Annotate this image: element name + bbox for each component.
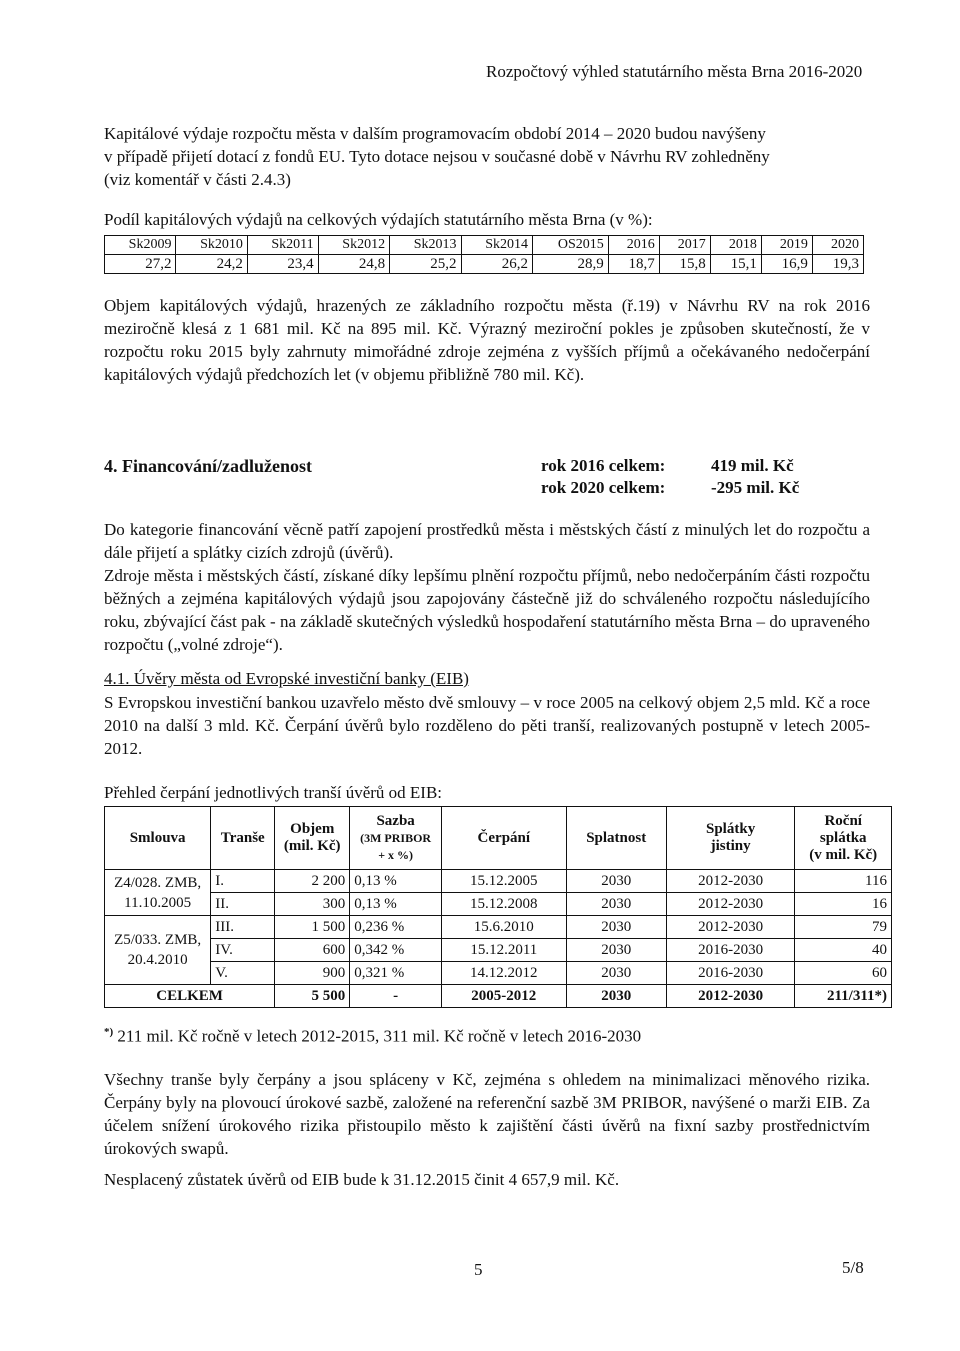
sazba-cell: 0,342 %: [350, 939, 442, 962]
page-of-total: 5/8: [842, 1258, 864, 1277]
eib-footnote: [104, 1026, 641, 1047]
share-value-cell: 26,2: [461, 255, 532, 274]
intro-line: v případě přijetí dotací z fondů EU. Tyto dotace nejsou v současné době v Návrhu RV zohledněny: [104, 147, 770, 166]
table-row: [105, 893, 892, 916]
total-splatky-cell: 2012-2030: [666, 985, 795, 1008]
rocni-cell: 116: [795, 870, 892, 893]
total-splatnost-cell: 2030: [566, 985, 666, 1008]
total-objem-cell: 5 500: [275, 985, 350, 1008]
capital-volume-paragraph: Objem kapitálových výdajů, hrazených ze základního rozpočtu města (ř.19) v Návrhu RV na rok 2016 meziročně klesá z 1 681 mil. Kč na 895 mil. Kč. Výrazný meziroční pokles je způsoben skutečností, že v rozpočtu roku 2015 byly zahrnuty mimořádné zdroje zejména z vyšších příjmů a očekávaného nedočerpání kapitálových výdajů předchozích let (v objemu přibližně 780 mil. Kč).: [104, 296, 870, 384]
share-value-cell: 15,8: [659, 255, 710, 274]
share-header-cell: 2017: [659, 236, 710, 255]
share-value-cell: 28,9: [533, 255, 609, 274]
splatnost-cell: 2030: [566, 870, 666, 893]
footnote-text: 211 mil. Kč ročně v letech 2012-2015, 311 mil. Kč ročně v letech 2016-2030: [117, 1026, 642, 1046]
share-header-cell: OS2015: [533, 236, 609, 255]
cerpani-cell: 15.12.2005: [441, 870, 566, 893]
cerpani-cell: 15.12.2008: [441, 893, 566, 916]
total-rocni-cell: 211/311*): [795, 985, 892, 1008]
eib-contracts-paragraph: S Evropskou investiční bankou uzavřelo město dvě smlouvy – v roce 2005 na celkový objem 2,5 mld. Kč a roce 2010 na další 3 mld. Kč. Čerpání úvěrů bylo rozděleno do pěti tranší, realizovaných postupně v letech 2005-2012.: [104, 693, 870, 758]
splatky-cell: 2012-2030: [666, 916, 795, 939]
sazba-cell: 0,321 %: [350, 962, 442, 985]
header-splatnost: Splatnost: [566, 807, 666, 870]
share-value-cell: 18,7: [608, 255, 659, 274]
splatky-cell: 2012-2030: [666, 893, 795, 916]
rocni-cell: 60: [795, 962, 892, 985]
share-table-caption: Podíl kapitálových výdajů na celkových výdajích statutárního města Brna (v %):: [104, 210, 653, 229]
transe-cell: I.: [211, 870, 275, 893]
share-value-cell: 19,3: [812, 255, 863, 274]
share-header-cell: 2016: [608, 236, 659, 255]
share-header-cell: Sk2013: [390, 236, 461, 255]
cerpani-cell: 15.6.2010: [441, 916, 566, 939]
header-rocni: Roční splátka (v mil. Kč): [795, 807, 892, 870]
share-header-cell: Sk2010: [176, 236, 247, 255]
section-4-title: 4. Financování/zadluženost: [104, 456, 313, 476]
share-value-cell: 25,2: [390, 255, 461, 274]
objem-cell: 2 200: [275, 870, 350, 893]
financing-text-1: Do kategorie financování věcně patří zapojení prostředků města i městských částí z minulých let do rozpočtu a dále přijetí a splátky cizích zdrojů (úvěrů).: [104, 520, 870, 562]
header-cerpani: Čerpání: [441, 807, 566, 870]
page-number: 5: [474, 1260, 483, 1279]
cerpani-cell: 15.12.2011: [441, 939, 566, 962]
share-header-cell: Sk2009: [105, 236, 176, 255]
running-header: Rozpočtový výhled statutárního města Brna 2016-2020: [486, 62, 863, 81]
sazba-cell: 0,13 %: [350, 870, 442, 893]
total-2020-value: -295 mil. Kč: [711, 478, 800, 497]
eib-table-caption: Přehled čerpání jednotlivých tranší úvěrů od EIB:: [104, 783, 443, 802]
transe-cell: V.: [211, 962, 275, 985]
share-table-value-row: [105, 255, 864, 274]
transe-cell: III.: [211, 916, 275, 939]
splatnost-cell: 2030: [566, 916, 666, 939]
share-value-cell: 24,8: [318, 255, 389, 274]
splatky-cell: 2012-2030: [666, 870, 795, 893]
intro-line: Kapitálové výdaje rozpočtu města v dalším programovacím období 2014 – 2020 budou navýšeny: [104, 124, 766, 143]
share-header-cell: 2019: [761, 236, 812, 255]
subsection-4-1-title: 4.1. Úvěry města od Evropské investiční banky (EIB): [104, 669, 469, 688]
rocni-cell: 79: [795, 916, 892, 939]
share-value-cell: 15,1: [710, 255, 761, 274]
objem-cell: 1 500: [275, 916, 350, 939]
footnote-mark: *): [104, 1026, 114, 1038]
splatnost-cell: 2030: [566, 893, 666, 916]
table-row: [105, 870, 892, 893]
splatnost-cell: 2030: [566, 939, 666, 962]
header-sazba: Sazba (3M PRIBOR + x %): [350, 807, 442, 870]
total-cerpani-cell: 2005-2012: [441, 985, 566, 1008]
share-value-cell: 27,2: [105, 255, 176, 274]
share-value-cell: 24,2: [176, 255, 247, 274]
share-header-cell: 2018: [710, 236, 761, 255]
splatnost-cell: 2030: [566, 962, 666, 985]
intro-paragraph: [104, 122, 874, 191]
total-label-cell: CELKEM: [105, 985, 275, 1008]
rocni-cell: 16: [795, 893, 892, 916]
table-row: [105, 916, 892, 939]
financing-paragraph: [104, 518, 870, 656]
transe-cell: II.: [211, 893, 275, 916]
capital-share-table: [104, 235, 864, 274]
total-2016-label: rok 2016 celkem:: [541, 456, 666, 475]
total-sazba-cell: -: [350, 985, 442, 1008]
share-header-cell: Sk2012: [318, 236, 389, 255]
contract-1-cell: Z4/028. ZMB, 11.10.2005: [105, 870, 211, 916]
total-2020-label: rok 2020 celkem:: [541, 478, 666, 497]
header-splatky: Splátky jistiny: [666, 807, 795, 870]
objem-cell: 600: [275, 939, 350, 962]
share-header-cell: Sk2014: [461, 236, 532, 255]
contract-2-cell: Z5/033. ZMB, 20.4.2010: [105, 916, 211, 985]
header-objem: Objem (mil. Kč): [275, 807, 350, 870]
share-header-cell: Sk2011: [247, 236, 318, 255]
transe-cell: IV.: [211, 939, 275, 962]
balance-paragraph: Nesplacený zůstatek úvěrů od EIB bude k 31.12.2015 činit 4 657,9 mil. Kč.: [104, 1170, 620, 1189]
share-table-header-row: [105, 236, 864, 255]
total-row: [105, 985, 892, 1008]
objem-cell: 900: [275, 962, 350, 985]
share-value-cell: 23,4: [247, 255, 318, 274]
splatky-cell: 2016-2030: [666, 962, 795, 985]
objem-cell: 300: [275, 893, 350, 916]
sazba-cell: 0,236 %: [350, 916, 442, 939]
sazba-cell: 0,13 %: [350, 893, 442, 916]
intro-line: (viz komentář v části 2.4.3): [104, 170, 291, 189]
header-smlouva: Smlouva: [105, 807, 211, 870]
share-value-cell: 16,9: [761, 255, 812, 274]
table-row: [105, 939, 892, 962]
share-header-cell: 2020: [812, 236, 863, 255]
financing-text-2: Zdroje města i městských částí, získané díky lepšímu plnění rozpočtu příjmů, nebo nedočerpáním části rozpočtu běžných a zejména kapitálových výdajů jsou zapojovány částečně již do schváleného rozpočtu následujícího roku, zbývající část pak - na základě skutečných výsledků hospodaření statutárního města Brna – do upraveného rozpočtu („volné zdroje“).: [104, 566, 870, 654]
tranche-paragraph: Všechny tranše byly čerpány a jsou spláceny v Kč, zejména s ohledem na minimalizaci měnového rizika. Čerpány byly na plovoucí úrokové sazbě, založené na referenční sazbě 3M PRIBOR, navýšené o marži EIB. Za účelem snížení úrokového rizika přistoupilo město k zajištění části úvěrů na fixní sazby prostřednictvím úrokových swapů.: [104, 1070, 870, 1158]
cerpani-cell: 14.12.2012: [441, 962, 566, 985]
header-transe: Tranše: [211, 807, 275, 870]
rocni-cell: 40: [795, 939, 892, 962]
eib-tranche-table: [104, 806, 892, 1008]
total-2016-value: 419 mil. Kč: [711, 456, 794, 475]
eib-header-row: [105, 807, 892, 870]
splatky-cell: 2016-2030: [666, 939, 795, 962]
table-row: [105, 962, 892, 985]
